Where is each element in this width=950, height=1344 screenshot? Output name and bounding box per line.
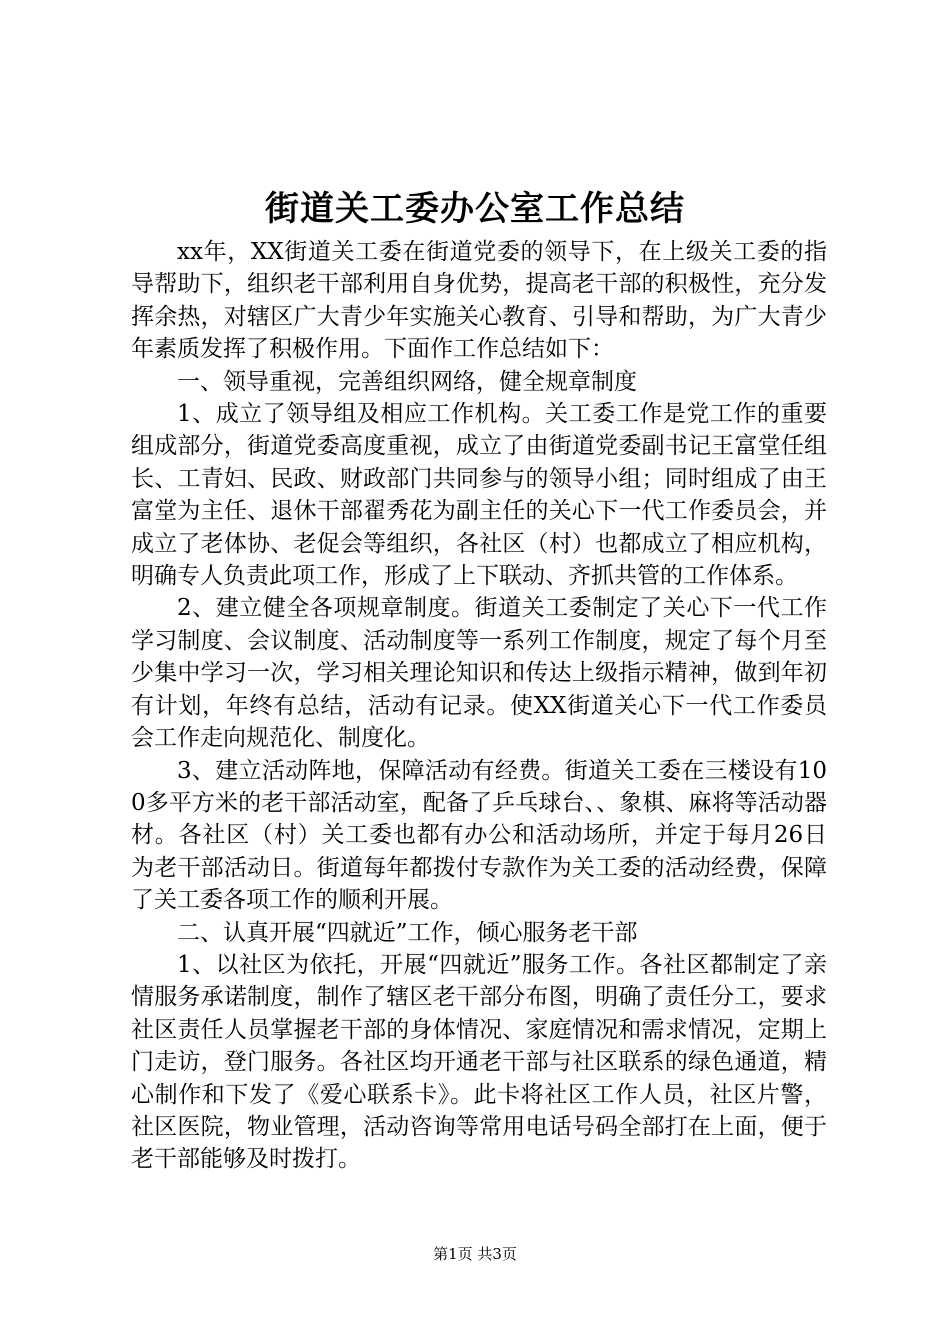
document-title: 街道关工委办公室工作总结 xyxy=(265,189,685,229)
body-paragraph: 2、建立健全各项规章制度。街道关工委制定了关心下一代工作学习制度、会议制度、活动制度等一系列工作制度，规定了每个月至少集中学习一次，学习相关理论知识和传达上级指示精神，做到年初有计划，年终有总结，活动有记录。使XX街道关心下一代工作委员会工作走向规范化、制度化。 xyxy=(131,595,827,752)
section-heading-2: 二、认真开展“四就近”工作，倾心服务老干部 xyxy=(177,919,638,946)
intro-paragraph: xx年，XX街道关工委在街道党委的领导下，在上级关工委的指导帮助下，组织老干部利用自身优势，提高老干部的积极性，充分发挥余热，对辖区广大青少年实施关心教育、引导和帮助，为广大青少年素质发挥了积极作用。下面作工作总结如下： xyxy=(131,239,827,363)
body-paragraph: 1、以社区为依托，开展“四就近”服务工作。各社区都制定了亲情服务承诺制度，制作了辖区老干部分布图，明确了责任分工，要求社区责任人员掌握老干部的身体情况、家庭情况和需求情况，定期上门走访，登门服务。各社区均开通老干部与社区联系的绿色通道，精心制作和下发了《爱心联系卡》。此卡将社区工作人员，社区片警，社区医院，物业管理，活动咨询等常用电话号码全部打在上面，便于老干部能够及时拨打。 xyxy=(131,951,827,1173)
page-footer: 第1页 共3页 xyxy=(433,1245,517,1263)
body-paragraph: 3、建立活动阵地，保障活动有经费。街道关工委在三楼设有100多平方米的老干部活动室，配备了乒乓球台、、象棋、麻将等活动器材。各社区（村）关工委也都有办公和活动场所，并定于每月26日为老干部活动日。街道每年都拨付专款作为关工委的活动经费，保障了关工委各项工作的顺利开展。 xyxy=(131,757,827,914)
section-heading-1: 一、领导重视，完善组织网络，健全规章制度 xyxy=(177,368,637,395)
body-paragraph: 1、成立了领导组及相应工作机构。关工委工作是党工作的重要组成部分，街道党委高度重视，成立了由街道党委副书记王富堂任组长、工青妇、民政、财政部门共同参与的领导小组；同时组成了由王富堂为主任、退休干部翟秀花为副主任的关心下一代工作委员会，并成立了老体协、老促会等组织，各社区（村）也都成立了相应机构，明确专人负责此项工作，形成了上下联动、齐抓共管的工作体系。 xyxy=(131,401,827,590)
document-body xyxy=(131,236,827,1176)
